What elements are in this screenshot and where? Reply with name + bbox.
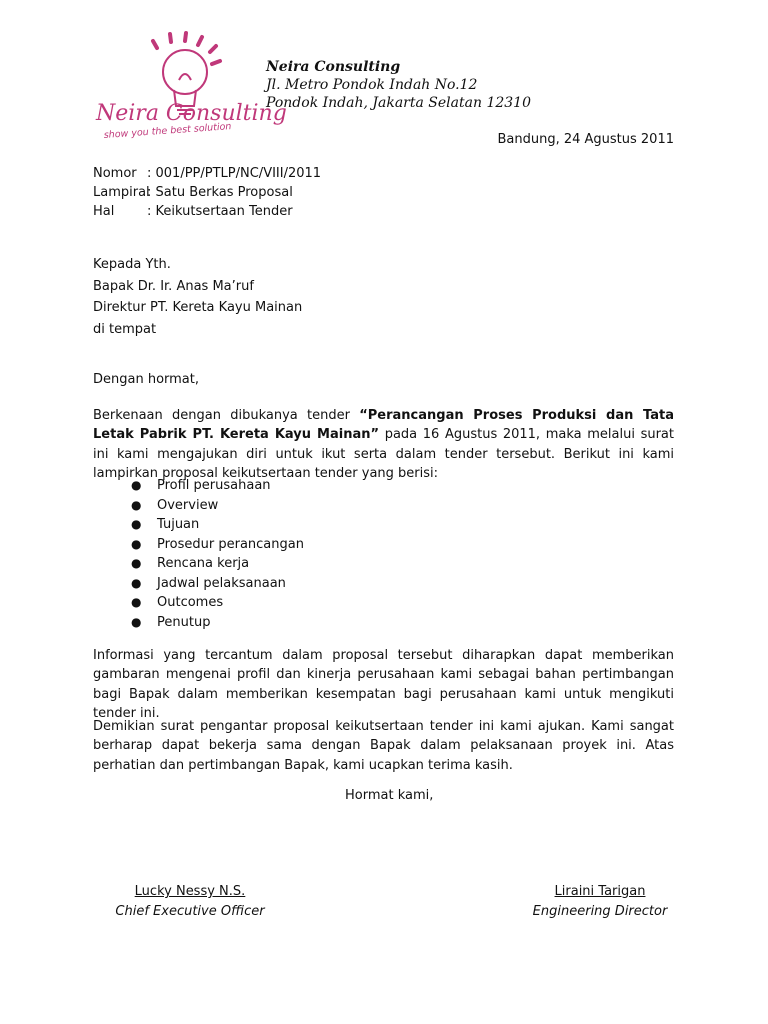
- logo-wordmark: Neira Consulting: [96, 101, 287, 126]
- paragraph-intro-after: pada 16 Agustus 2011, maka melalui surat ini kami mengajukan diri untuk ikut serta dalam tender tersebut. Berikut ini kami lampirkan proposal keikutsertaan tender yang berisi:: [93, 427, 674, 481]
- greeting: Dengan hormat,: [93, 372, 200, 387]
- recipient-line-3: Direktur PT. Kereta Kayu Mainan: [93, 300, 303, 315]
- recipient-line-2: Bapak Dr. Ir. Anas Ma’ruf: [93, 278, 254, 294]
- recipient-block: [93, 254, 302, 340]
- tender-title: “Perancangan Proses Produksi dan Tata Letak Pabrik PT. Kereta Kayu Mainan”: [93, 408, 674, 443]
- letter-date: Bandung, 24 Agustus 2011: [497, 132, 674, 147]
- recipient-line-4: di tempat: [93, 321, 157, 337]
- bullet-icon: ●: [131, 595, 142, 609]
- signatory-role: Engineering Director: [532, 903, 668, 919]
- list-item: ● Outcomes: [131, 593, 304, 613]
- list-item: ● Overview: [131, 496, 304, 516]
- meta-nomor-label: Nomor: [93, 166, 137, 181]
- meta-hal-value: : Keikutsertaan Tender: [147, 204, 293, 219]
- signatory-name: Lucky Nessy N.S.: [134, 884, 246, 899]
- bullet-icon: ●: [131, 478, 142, 492]
- address-line-2: Pondok Indah, Jakarta Selatan 12310: [266, 95, 531, 111]
- logo-tagline: show you the best solution: [103, 121, 232, 141]
- list-item: ● Penutup: [131, 613, 304, 633]
- list-item: ● Rencana kerja: [131, 554, 304, 574]
- meta-nomor-value: : 001/PP/PTLP/NC/VIII/2011: [147, 166, 322, 181]
- signatory-role: Chief Executive Officer: [115, 903, 265, 919]
- meta-hal: [93, 202, 321, 221]
- paragraph-intro: [93, 406, 674, 483]
- letter-meta: [93, 164, 321, 221]
- signatory-right: [520, 882, 680, 921]
- paragraph-intro-before: Berkenaan dengan dibukanya tender: [93, 408, 360, 423]
- list-item: ● Jadwal pelaksanaan: [131, 574, 304, 594]
- bullet-icon: ●: [131, 517, 142, 531]
- company-logo: [90, 28, 287, 148]
- letterhead: [266, 58, 531, 112]
- recipient-line-1: Kepada Yth.: [93, 257, 171, 272]
- meta-hal-label: Hal: [93, 204, 115, 219]
- list-item: ● Prosedur perancangan: [131, 535, 304, 555]
- bullet-icon: ●: [131, 575, 142, 590]
- bullet-icon: ●: [131, 614, 142, 629]
- paragraph-closing: Demikian surat pengantar proposal keikutsertaan tender ini kami ajukan. Kami sangat berharap dapat bekerja sama dengan Bapak dalam pelaksanaan proyek ini. Atas perhatian dan pertimbangan Bapak, kami ucapkan terima kasih.: [93, 719, 674, 773]
- address-line-1: Jl. Metro Pondok Indah No.12: [266, 77, 478, 93]
- meta-nomor: [93, 164, 321, 183]
- bullet-icon: ●: [131, 556, 142, 570]
- signatory-left: [110, 882, 270, 921]
- signatory-name: Liraini Tarigan: [554, 884, 646, 899]
- bullet-icon: ●: [131, 536, 142, 551]
- paragraph-information: Informasi yang tercantum dalam proposal tersebut diharapkan dapat memberikan gambaran mengenai profil dan kinerja perusahaan kami sebagai bahan pertimbangan bagi Bapak dalam memberikan kesempatan bagi perusahaan kami untuk mengikuti tender ini.: [93, 648, 674, 721]
- meta-lampiran-label: Lampiral: [93, 185, 150, 200]
- company-name: Neira Consulting: [266, 59, 401, 75]
- bullet-icon: ●: [131, 497, 142, 512]
- list-item: ● Tujuan: [131, 515, 304, 535]
- meta-lampiran-value: : Satu Berkas Proposal: [147, 185, 293, 200]
- meta-lampiran: [93, 183, 321, 202]
- closing-salutation: Hormat kami,: [345, 788, 434, 803]
- list-item: ● Profil perusahaan: [131, 476, 304, 496]
- proposal-contents-list: [131, 476, 304, 632]
